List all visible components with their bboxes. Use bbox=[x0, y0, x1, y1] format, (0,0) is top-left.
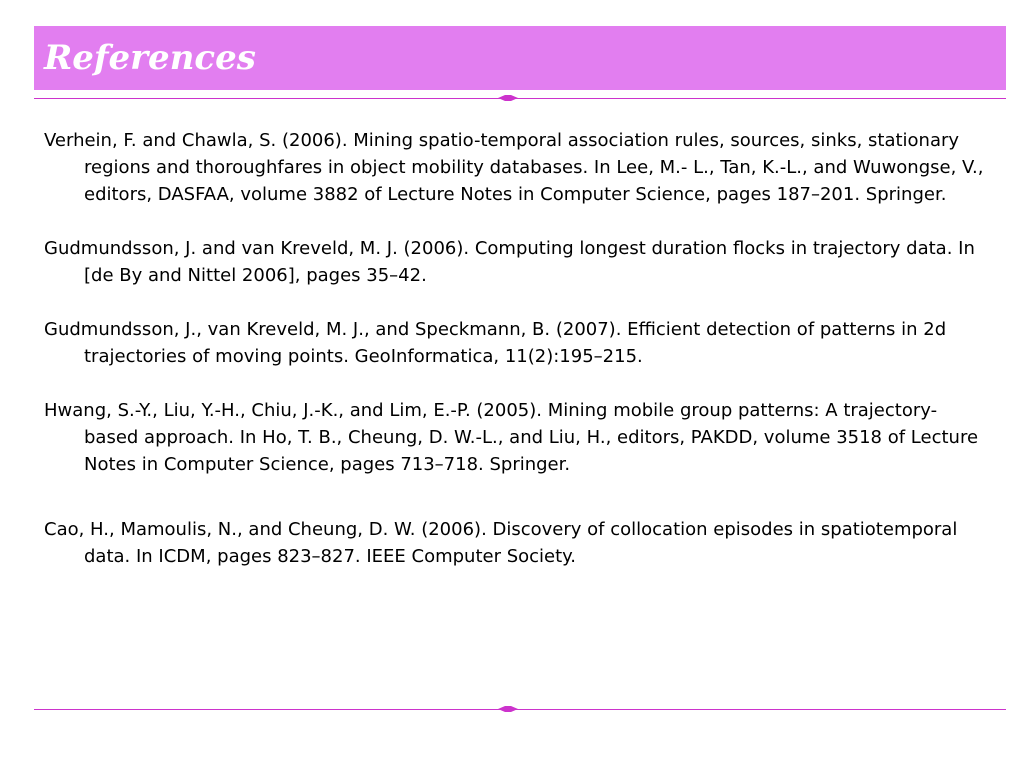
reference-entry: Gudmundsson, J. and van Kreveld, M. J. (2006). Computing longest duration flocks in trajectory data. In [de By and Nittel 2006], pages 35–42. bbox=[44, 238, 975, 286]
top-divider bbox=[34, 98, 1006, 99]
reference-entry: Cao, H., Mamoulis, N., and Cheung, D. W. (2006). Discovery of collocation episodes in spatiotemporal data. In ICDM, pages 823–827. IEEE Computer Society. bbox=[44, 519, 958, 567]
bottom-diamond-ornament bbox=[498, 706, 518, 712]
reference-list bbox=[44, 127, 984, 570]
slide-title: References bbox=[44, 38, 256, 78]
bottom-divider bbox=[34, 709, 1006, 710]
title-bar bbox=[34, 26, 1006, 90]
top-diamond-ornament bbox=[498, 95, 518, 101]
reference-entry: Verhein, F. and Chawla, S. (2006). Mining spatio-temporal association rules, sources, sinks, stationary regions and thoroughfares in object mobility databases. In Lee, M.- L., Tan, K.-L., and Wuwongse, V., editors, DASFAA, volume 3882 of Lecture Notes in Computer Science, pages 187–201. Springer. bbox=[44, 130, 984, 205]
reference-entry: Hwang, S.-Y., Liu, Y.-H., Chiu, J.-K., and Lim, E.-P. (2005). Mining mobile group patterns: A trajectory-based approach. In Ho, T. B., Cheung, D. W.-L., and Liu, H., editors, PAKDD, volume 3518 of Lecture Notes in Computer Science, pages 713–718. Springer. bbox=[44, 400, 979, 475]
reference-entry: Gudmundsson, J., van Kreveld, M. J., and Speckmann, B. (2007). Efficient detection of patterns in 2d trajectories of moving points. GeoInformatica, 11(2):195–215. bbox=[44, 319, 947, 367]
